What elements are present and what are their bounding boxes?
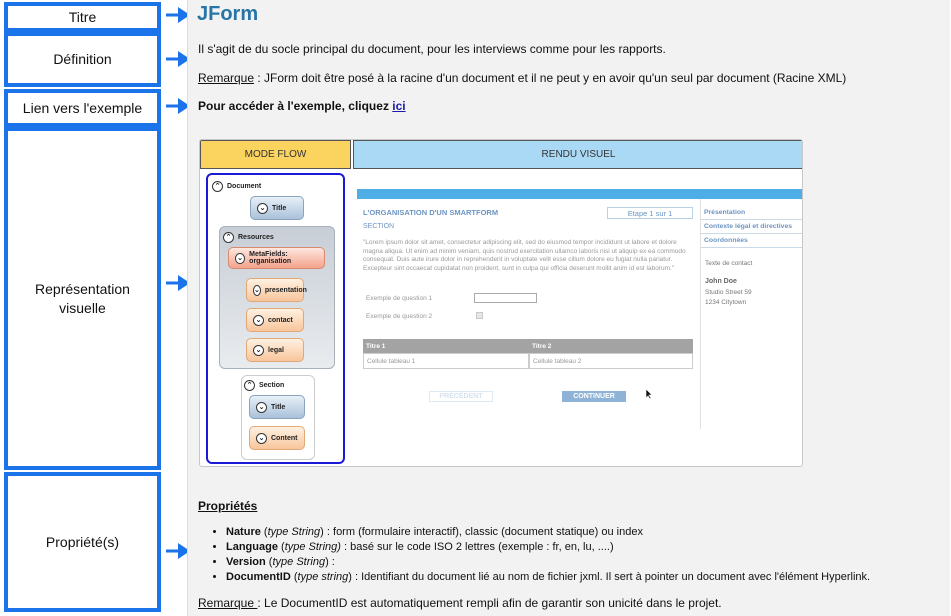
remarque-text: : JForm doit être posé à la racine d'un document et il ne peut y en avoir qu'un seul par document (Racine XML)	[254, 71, 847, 85]
collapse-icon: ⌃	[212, 181, 223, 192]
collapse-icon: ⌄	[256, 402, 267, 413]
flow-node-presentation: ⌄ presentation	[246, 278, 304, 302]
flow-node-title: ⌄ Title	[250, 196, 304, 220]
label-representation: Représentation visuelle	[4, 127, 161, 470]
collapse-icon: ⌄	[256, 433, 267, 444]
preview-main	[357, 199, 700, 429]
remarque2-label: Remarque	[198, 596, 258, 610]
preview-side-street: Studio Street 59	[705, 289, 752, 296]
divider	[701, 233, 803, 234]
preview-side-coordonnees[interactable]: Coordonnées	[704, 237, 748, 244]
preview-continue-button[interactable]: CONTINUER	[562, 391, 626, 402]
mode-flow-header: MODE FLOW	[200, 140, 351, 169]
preview-section: SECTION	[363, 223, 395, 230]
preview-side-city: 1234 Citytown	[705, 299, 747, 306]
preview-sidebar	[700, 199, 802, 429]
label-definition: Définition	[4, 32, 161, 87]
example-link-line	[198, 99, 406, 113]
preview-lorem: "Lorem ipsum dolor sit amet, consectetur adipiscing elit, sed do eiusmod tempor incididunt ut labore et dolore magna aliqua. Ut enim ad minim veniam, quis nostrud exercitation ullamco laboris nisi ut aliquip ex ea commodo consequat. Duis aute irure dolor in reprehenderit in voluptate velit esse cillum dolore eu fugiat nulla pariatur. Excepteur sint occaecat cupidatat non proident, sunt in culpa qui officia deserunt mollit anim id est laborum."	[363, 239, 686, 272]
example-link-text: Pour accéder à l'exemple, cliquez	[198, 99, 393, 113]
collapse-icon: ⌄	[257, 203, 268, 214]
collapse-icon: ⌄	[253, 315, 264, 326]
list-item: • Nature (type String) : form (formulaire interactif), classic (document statique) ou index	[226, 525, 870, 540]
preview-table-cell-1: Cellule tableau 1	[363, 353, 529, 369]
flow-node-document: ⌃ Document	[212, 181, 261, 192]
flow-node-resources: ⌃ Resources	[223, 232, 274, 243]
list-item: • DocumentID (type string) : Identifiant du document lié au nom de fichier jxml. Il sert à pointer un document avec l'élément Hyperlink.	[226, 570, 870, 585]
preview-side-name: John Doe	[705, 278, 737, 285]
flow-node-section-title: ⌄ Title	[249, 395, 305, 419]
remarque-line	[198, 71, 846, 85]
flow-node-content: ⌄ Content	[249, 426, 305, 450]
rendu-preview	[357, 189, 802, 429]
preview-table-header-2: Titre 2	[529, 339, 693, 353]
collapse-icon: ⌃	[223, 232, 234, 243]
content-panel	[187, 0, 950, 616]
mouse-cursor-icon	[645, 388, 653, 400]
flow-node-metafields: ⌄ MetaFields: organisation	[228, 247, 325, 269]
preview-side-presentation[interactable]: Présentation	[704, 209, 746, 216]
preview-table-cell-2: Cellule tableau 2	[529, 353, 693, 369]
collapse-icon: ⌃	[244, 380, 255, 391]
label-titre: Titre	[4, 2, 161, 32]
flow-node-section: ⌃ Section	[244, 380, 284, 391]
visual-illustration	[199, 139, 803, 467]
divider	[701, 219, 803, 220]
remarque-label: Remarque	[198, 71, 255, 85]
collapse-icon: ⌄	[253, 345, 264, 356]
preview-top-bar	[357, 189, 802, 199]
list-item: • Language (type String) : basé sur le code ISO 2 lettres (exemple : fr, en, lu, ....)	[226, 540, 870, 555]
preview-step-badge: Etape 1 sur 1	[607, 207, 693, 219]
preview-table-header-1: Titre 1	[363, 339, 529, 353]
definition-text: Il s'agit de du socle principal du document, pour les interviews comme pour les rapports.	[198, 42, 666, 56]
preview-side-contexte[interactable]: Contexte légal et directives	[704, 223, 793, 230]
page-title: JForm	[197, 3, 259, 25]
divider	[701, 247, 803, 248]
rendu-visuel-header: RENDU VISUEL	[353, 140, 803, 169]
remarque2-line	[198, 596, 722, 610]
preview-question-1: Exemple de question 1	[366, 295, 433, 302]
preview-org-title: L'ORGANISATION D'UN SMARTFORM	[363, 208, 499, 217]
remarque2-text: : Le DocumentID est automatiquement rempli afin de garantir son unicité dans le projet.	[257, 596, 722, 610]
preview-question-2: Exemple de question 2	[366, 313, 433, 320]
preview-checkbox[interactable]	[476, 312, 483, 319]
preview-input-1[interactable]	[474, 293, 537, 303]
label-lien-exemple: Lien vers l'exemple	[4, 89, 161, 127]
flow-node-contact: ⌄ contact	[246, 308, 304, 332]
preview-prev-button[interactable]: PRÉCÉDENT	[429, 391, 493, 402]
collapse-icon: ⌄	[235, 253, 245, 264]
properties-heading: Propriétés	[198, 499, 258, 513]
list-item: • Version (type String) :	[226, 555, 870, 570]
properties-list	[212, 525, 870, 585]
preview-side-texte-contact: Texte de contact	[705, 260, 753, 267]
example-link[interactable]: ici	[392, 99, 406, 113]
collapse-icon: ⌄	[254, 286, 260, 294]
label-proprietes: Propriété(s)	[4, 472, 161, 612]
flow-node-legal: ⌄ legal	[246, 338, 304, 362]
flow-tree	[206, 173, 345, 464]
